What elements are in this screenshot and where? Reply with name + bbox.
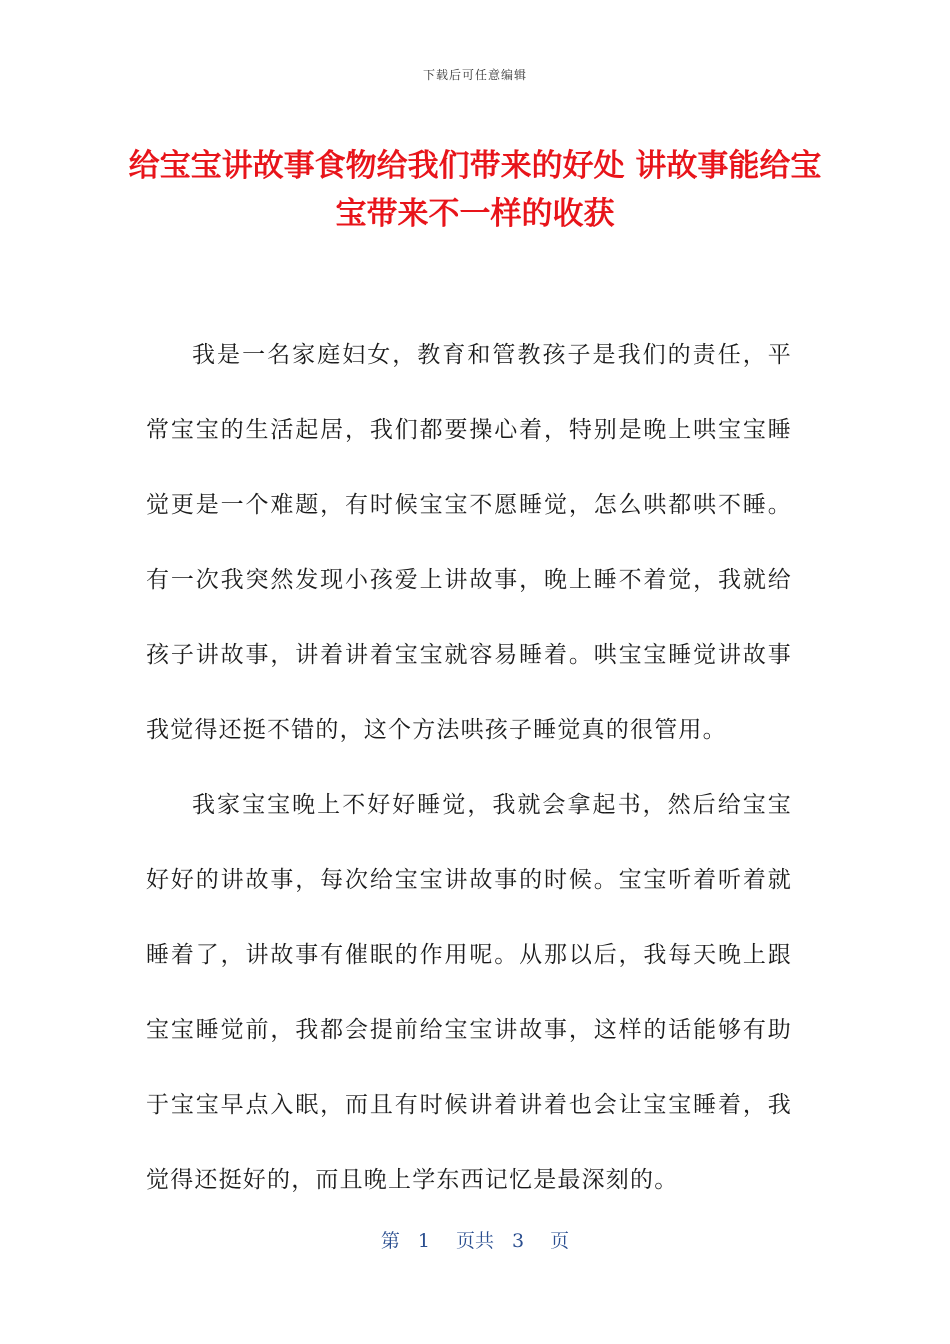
footer-total-pages: 3 [512, 1230, 525, 1252]
page-footer [0, 1226, 950, 1253]
header-note: 下载后可任意编辑 [422, 68, 527, 82]
footer-middle: 页共 [455, 1230, 494, 1252]
footer-suffix: 页 [550, 1230, 570, 1252]
paragraph: 我家宝宝晚上不好好睡觉，我就会拿起书，然后给宝宝好好的讲故事，每次给宝宝讲故事的时候。宝宝听着听着就睡着了，讲故事有催眠的作用呢。从那以后，我每天晚上跟宝宝睡觉前，我都会提前给宝宝讲故事，这样的话能够有助于宝宝早点入眠，而且有时候讲着讲着也会让宝宝睡着，我觉得还挺好的，而且晚上学东西记忆是最深刻的。 [146, 792, 792, 1193]
document-body [146, 318, 792, 1218]
paragraph: 我是一名家庭妇女，教育和管教孩子是我们的责任，平常宝宝的生活起居，我们都要操心着，特别是晚上哄宝宝睡觉更是一个难题，有时候宝宝不愿睡觉，怎么哄都哄不睡。有一次我突然发现小孩爱上讲故事，晚上睡不着觉，我就给孩子讲故事，讲着讲着宝宝就容易睡着。哄宝宝睡觉讲故事我觉得还挺不错的，这个方法哄孩子睡觉真的很管用。 [146, 342, 792, 743]
footer-prefix: 第 [380, 1230, 400, 1252]
footer-current-page: 1 [417, 1230, 430, 1252]
document-title: 给宝宝讲故事食物给我们带来的好处 讲故事能给宝宝带来不一样的收获 [128, 148, 822, 232]
